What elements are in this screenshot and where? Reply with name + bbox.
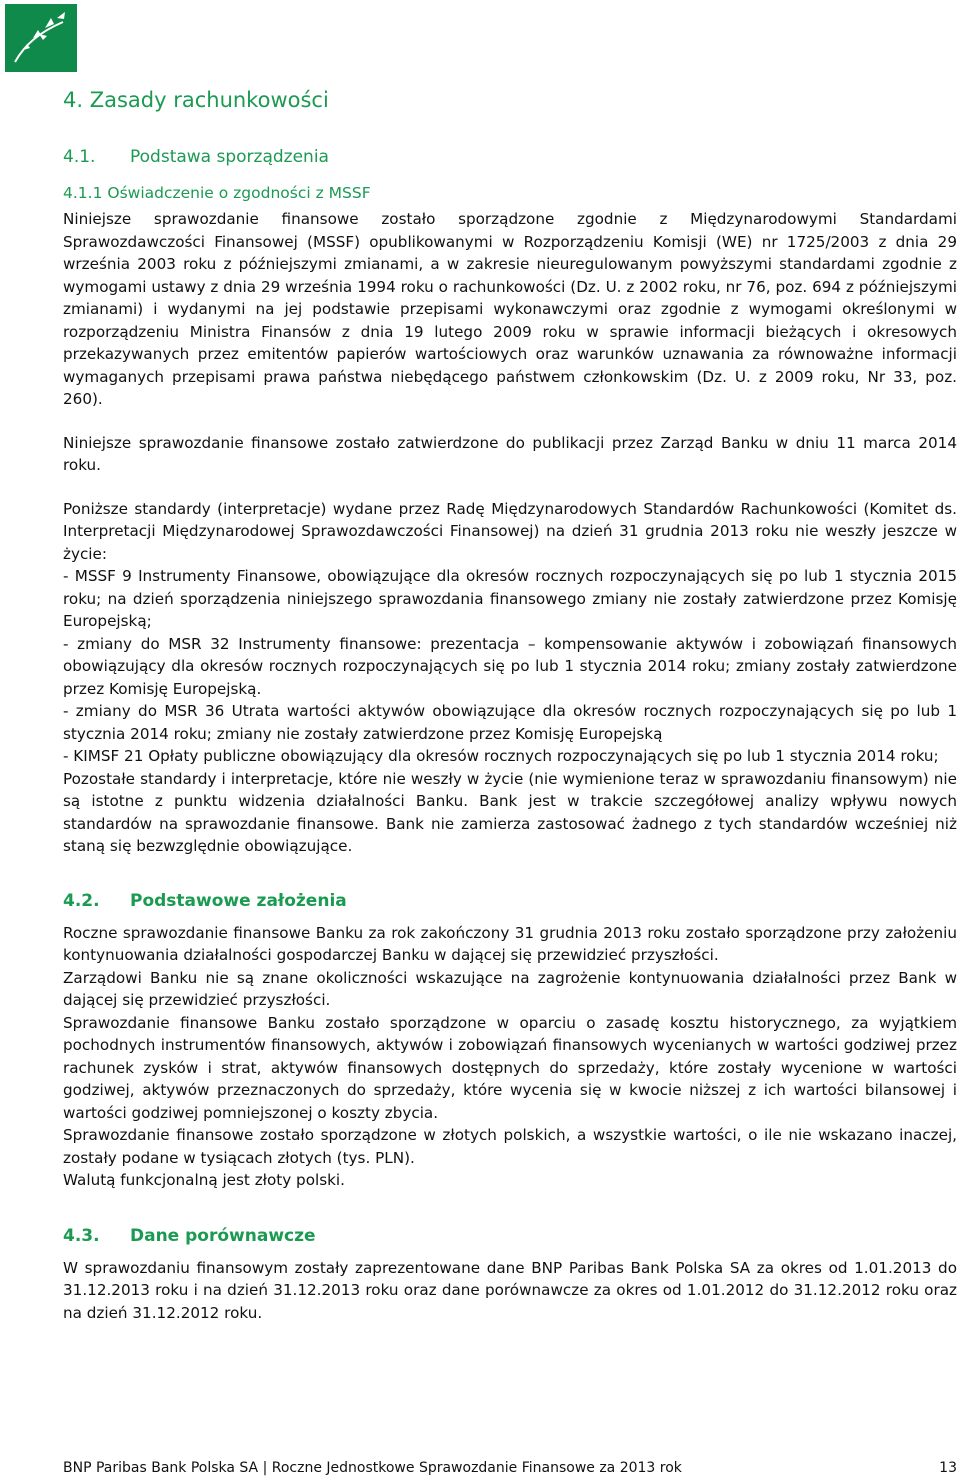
paragraph-approval: Niniejsze sprawozdanie finansowe zostało zatwierdzone do publikacji przez Zarząd Banku w dniu 11 marca 2014 roku.	[63, 433, 957, 474]
paragraph-management: Zarządowi Banku nie są znane okoliczności wskazujące na zagrożenie kontynuowania działalności przez Bank w dającej się przewidzieć przyszłości.	[63, 968, 957, 1009]
paragraph-functional-currency: Walutą funkcjonalną jest złoty polski.	[63, 1171, 345, 1189]
heading-4-3	[63, 1224, 957, 1248]
footer-text: BNP Paribas Bank Polska SA | Roczne Jednostkowe Sprawozdanie Finansowe za 2013 rok	[63, 1460, 682, 1476]
heading-4-1-1: 4.1.1 Oświadczenie o zgodności z MSSF	[63, 184, 371, 202]
paragraph-going-concern: Roczne sprawozdanie finansowe Banku za rok zakończony 31 grudnia 2013 roku zostało sporządzone przy założeniu kontynuowania działalności gospodarczej Banku w dającej się przewidzieć przyszłości.	[63, 923, 957, 964]
page-number: 13	[939, 1460, 957, 1476]
heading-4-3-title: Dane porównawcze	[130, 1225, 316, 1246]
document-body	[63, 86, 957, 1324]
paragraph-historical-cost: Sprawozdanie finansowe Banku zostało sporządzone w oparciu o zasadę kosztu historycznego, za wyjątkiem pochodnych instrumentów finansowych, aktywów i zobowiązań finansowych wycenianych w wartości godziwej przez rachunek zysków i strat, aktywów finansowych dostępnych do sprzedaży, które zostały wycenione w wartości godziwej, aktywów przeznaczonych do sprzedaży, które wycenia się w kwocie niższej z ich wartości bilansowej i wartości godziwej pomniejszonej o koszty zbycia.	[63, 1013, 957, 1122]
heading-4-3-number: 4.3.	[63, 1225, 100, 1246]
heading-4-1-number: 4.1.	[63, 147, 96, 167]
paragraph-comparative-data: W sprawozdaniu finansowym zostały zaprezentowane dane BNP Paribas Bank Polska SA za okres od 1.01.2013 do 31.12.2013 roku i na dzień 31.12.2013 roku oraz dane porównawcze za okres od 1.01.2012 do 31.12.2012 roku oraz na dzień 31.12.2012 roku.	[63, 1258, 957, 1322]
list-item-kimsf21: - KIMSF 21 Opłaty publiczne obowiązujący dla okresów rocznych rozpoczynających się po lub 1 stycznia 2014 roku;	[63, 747, 939, 765]
paragraph-standards-intro: Poniższe standardy (interpretacje) wydane przez Radę Międzynarodowych Standardów Rachunkowości (Komitet ds. Interpretacji Międzynarodowej Sprawozdawczości Finansowej) na dzień 31 grudnia 2013 roku nie weszły jeszcze w życie:	[63, 499, 957, 563]
heading-4-2	[63, 889, 957, 913]
paragraph-mssf-compliance: Niniejsze sprawozdanie finansowe zostało sporządzone zgodnie z Międzynarodowymi Standardami Sprawozdawczości Finansowej (MSSF) opublikowanymi w Rozporządzeniu Komisji (WE) nr 1725/2003 z dnia 29 września 2003 roku z późniejszymi zmianami, a w zakresie nieuregulowanym powyższymi standardami zgodnie z wymogami ustawy z dnia 29 września 1994 roku o rachunkowości (Dz. U. z 2002 roku, nr 76, poz. 694 z późniejszymi zmianami) i wydanymi na jej podstawie przepisami wykonawczymi oraz zgodnie z wymogami określonymi w rozporządzeniu Ministra Finansów z dnia 19 lutego 2009 roku w sprawie informacji bieżących i okresowych przekazywanych przez emitentów papierów wartościowych oraz warunków uznawania za równoważne informacji wymaganych przepisami prawa państwa niebędącego państwem członkowskim (Dz. U. z 2009 roku, Nr 33, poz. 260).	[63, 210, 957, 408]
list-item-msr36: - zmiany do MSR 36 Utrata wartości aktywów obowiązujące dla okresów rocznych rozpoczynających się po lub 1 stycznia 2014 roku; zmiany nie zostały zatwierdzone przez Komisję Europejską	[63, 702, 957, 743]
list-item-mssf9: - MSSF 9 Instrumenty Finansowe, obowiązujące dla okresów rocznych rozpoczynających się po lub 1 stycznia 2015 roku; na dzień sporządzenia niniejszego sprawozdania finansowego zmiany nie zostały zatwierdzone przez Komisję Europejską;	[63, 567, 957, 630]
list-item-msr32: - zmiany do MSR 32 Instrumenty finansowe: prezentacja – kompensowanie aktywów i zobowiązań finansowych obowiązujący dla okresów rocznych rozpoczynających się po lub 1 stycznia 2014 roku; zmiany zostały zatwierdzone przez Komisję Europejską.	[63, 634, 957, 698]
paragraph-currency: Sprawozdanie finansowe zostało sporządzone w złotych polskich, a wszystkie wartości, o ile nie wskazano inaczej, zostały podane w tysiącach złotych (tys. PLN).	[63, 1126, 957, 1167]
heading-4-1-title: Podstawa sporządzenia	[130, 147, 329, 167]
bnp-logo	[5, 4, 77, 72]
page-footer	[63, 1460, 957, 1476]
heading-4-2-number: 4.2.	[63, 890, 100, 911]
heading-4-1	[63, 145, 957, 169]
heading-4-2-title: Podstawowe założenia	[130, 890, 347, 911]
heading-4: 4. Zasady rachunkowości	[63, 88, 329, 112]
paragraph-other-standards: Pozostałe standardy i interpretacje, które nie weszły w życie (nie wymienione teraz w sprawozdaniu finansowym) nie są istotne z punktu widzenia działalności Banku. Bank jest w trakcie szczegółowej analizy wpływu nowych standardów na sprawozdanie finansowe. Bank nie zamierza zastosować żadnego z tych standardów wcześniej niż staną się bezwzględnie obowiązujące.	[63, 769, 957, 855]
